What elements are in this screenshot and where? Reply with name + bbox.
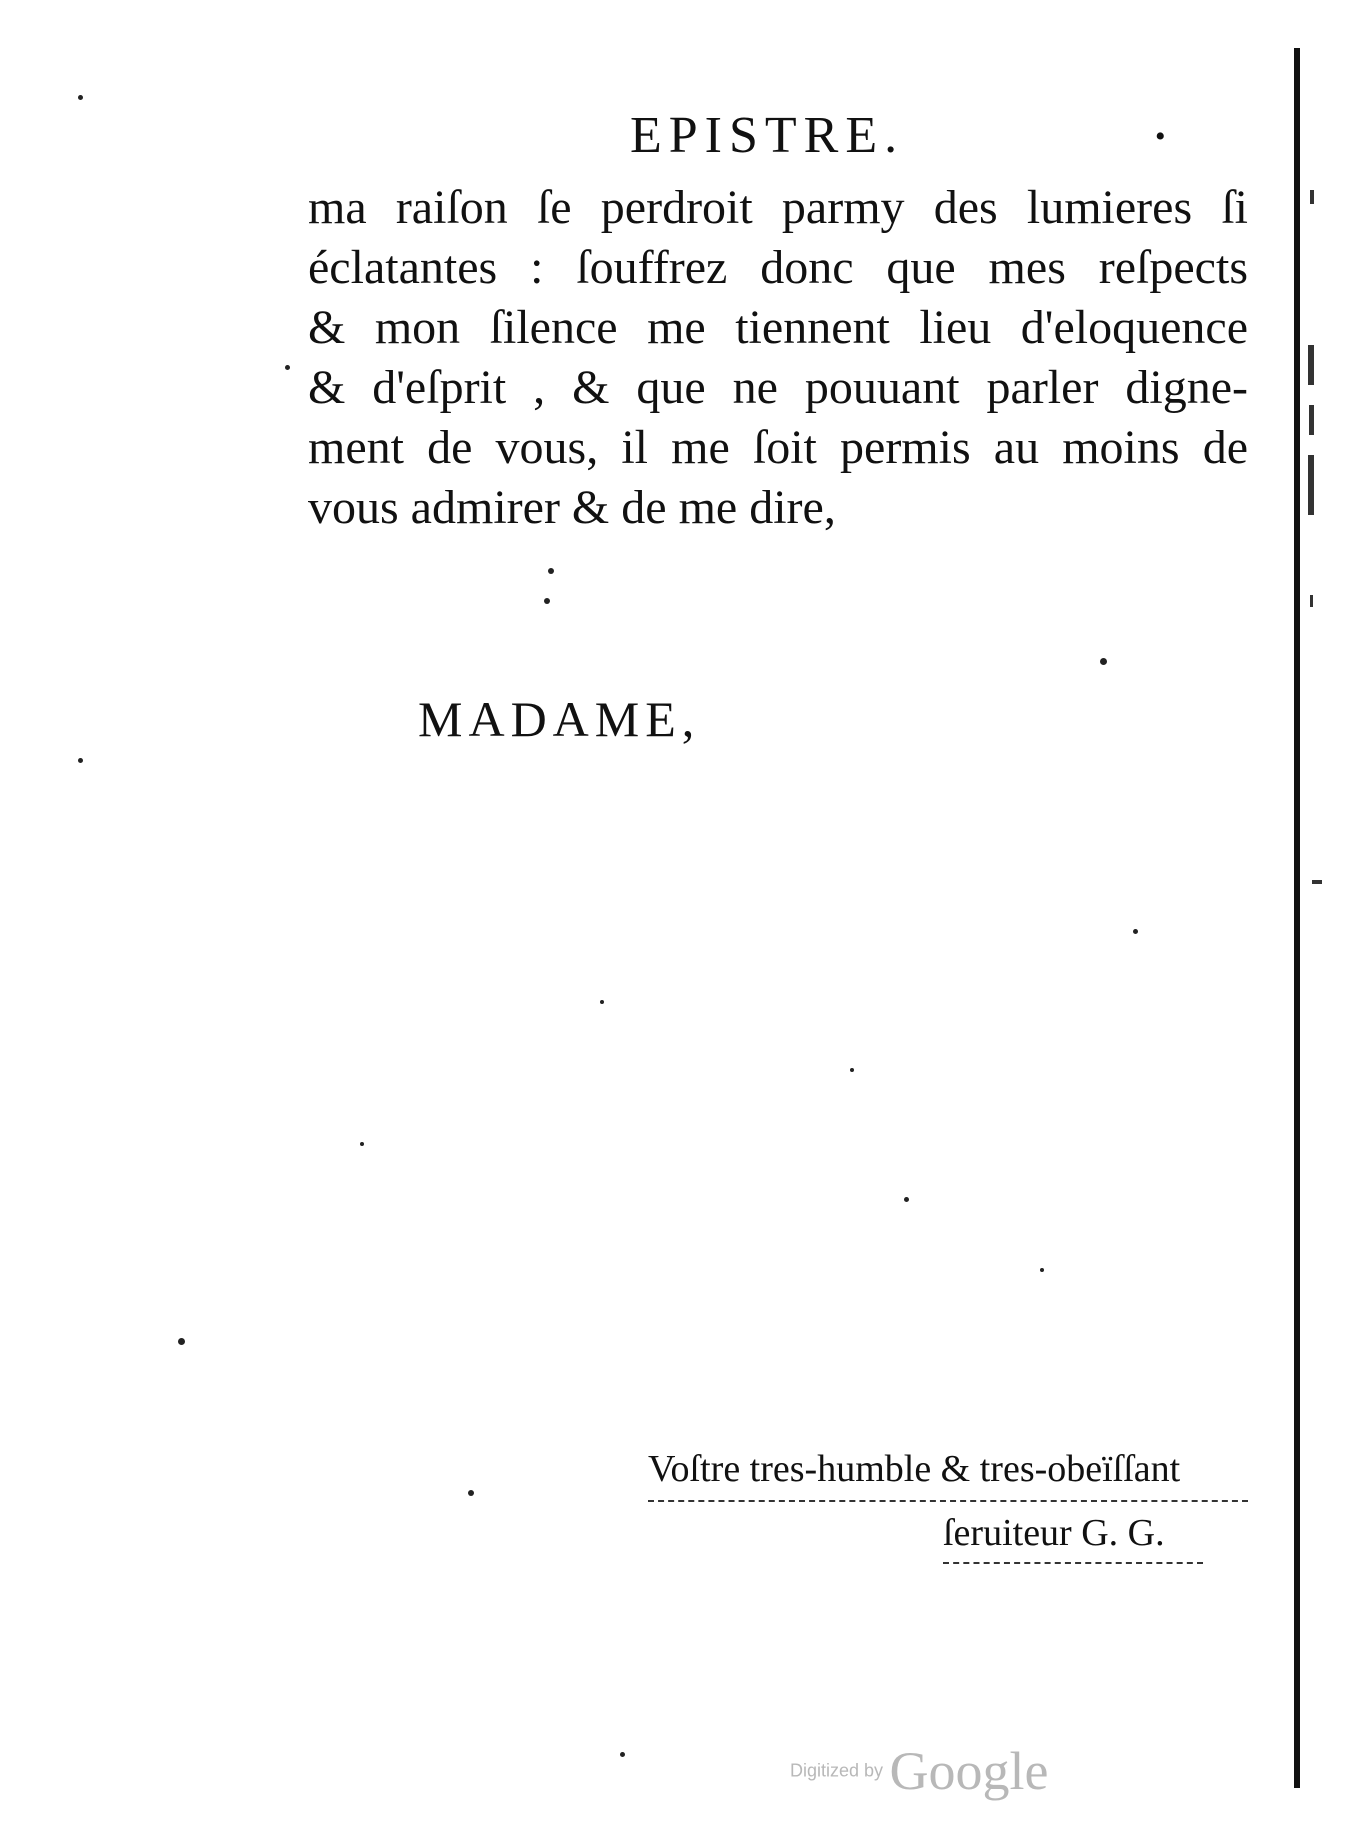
- running-head: EPISTRE.: [630, 107, 905, 164]
- binding-gutter: [1306, 190, 1326, 1750]
- page-edge-rule: [1294, 48, 1300, 1788]
- digitized-by-label: Digitized by: [790, 1760, 884, 1781]
- ink-speck: [544, 598, 550, 604]
- body-line: & mon ſilence me tiennent lieu d'eloquence: [308, 301, 1248, 354]
- ink-speck: [1100, 658, 1107, 665]
- signature-name: ſeruiteur G. G.: [943, 1504, 1203, 1564]
- body-line: vous admirer & de me dire,: [308, 481, 836, 534]
- ink-speck: [904, 1197, 909, 1202]
- ink-speck: [178, 1338, 185, 1345]
- ink-speck: [360, 1142, 364, 1146]
- ink-speck: [548, 568, 554, 574]
- ink-speck: [285, 365, 290, 370]
- body-line: & d'eſprit , & que ne pouuant parler digne-: [308, 361, 1248, 414]
- signature-block: [648, 1440, 1248, 1564]
- ink-speck: [1133, 929, 1138, 934]
- ink-speck: [850, 1068, 854, 1072]
- signature-line: Voſtre tres-humble & tres-obeïſſant: [648, 1440, 1248, 1502]
- ink-speck: [78, 758, 83, 763]
- body-text: [308, 178, 1248, 538]
- ink-speck: [600, 1000, 604, 1004]
- body-line: éclatantes : ſouffrez donc que mes reſpects: [308, 241, 1248, 294]
- printer-mark: •: [1155, 120, 1166, 153]
- body-line: ment de vous, il me ſoit permis au moins de: [308, 421, 1248, 474]
- ink-speck: [468, 1490, 474, 1496]
- salutation: MADAME,: [418, 691, 701, 747]
- ink-speck: [1040, 1268, 1044, 1272]
- google-logo: Google: [889, 1741, 1049, 1801]
- ink-speck: [620, 1752, 625, 1757]
- body-line: ma raiſon ſe perdroit parmy des lumieres ſi: [308, 181, 1248, 234]
- ink-speck: [78, 95, 83, 100]
- digitized-watermark: [790, 1740, 1048, 1802]
